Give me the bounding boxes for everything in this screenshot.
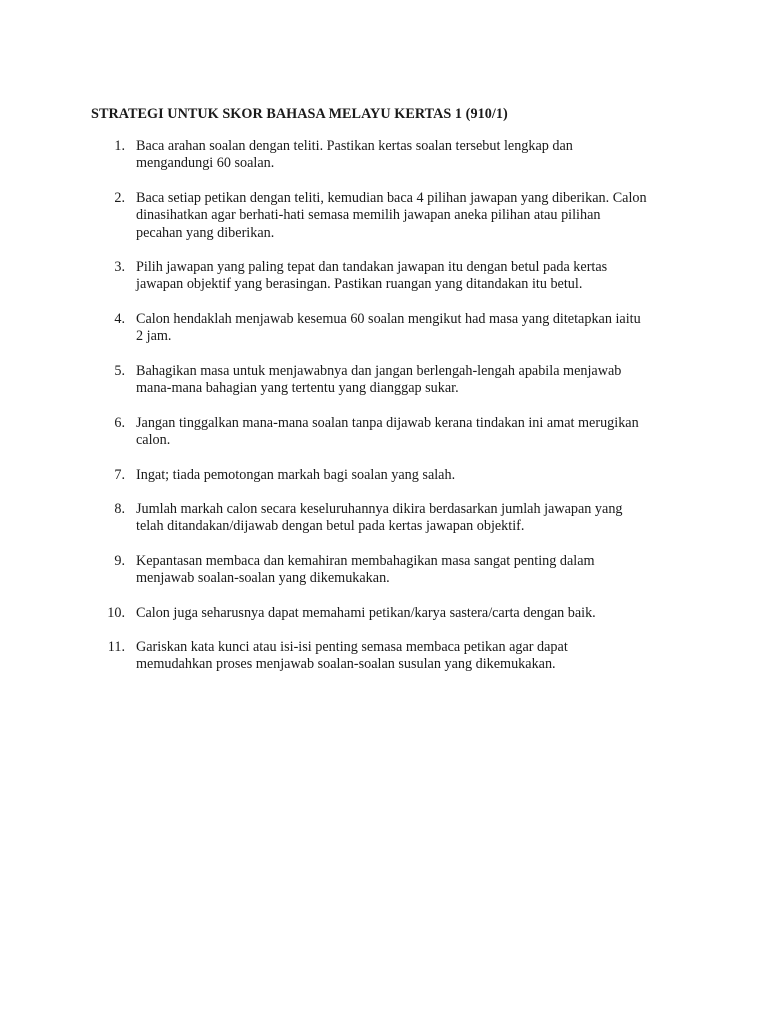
list-item-line: Kepantasan membaca dan kemahiran membahagikan masa sangat penting dalam [136, 553, 595, 569]
list-item-line: calon. [136, 432, 171, 449]
list-item-number: 9. [114, 553, 125, 569]
list-item-line: Jangan tinggalkan mana-mana soalan tanpa dijawab kerana tindakan ini amat merugikan [136, 415, 639, 431]
list-item-number: 3. [114, 259, 125, 275]
list-item-number: 4. [114, 311, 125, 327]
list-item-text [136, 639, 696, 674]
list-item-number: 6. [114, 415, 125, 431]
list-item-line: menjawab soalan-soalan yang dikemukakan. [136, 570, 390, 587]
list-item-text [136, 553, 696, 588]
list-item-number: 11. [107, 639, 125, 655]
list-item-text [136, 467, 696, 484]
list-item-line: Calon hendaklah menjawab kesemua 60 soalan mengikut had masa yang ditetapkan iaitu [136, 311, 641, 327]
list-item-line: memudahkan proses menjawab soalan-soalan susulan yang dikemukakan. [136, 656, 556, 673]
list-item-line: Calon juga seharusnya dapat memahami petikan/karya sastera/carta dengan baik. [136, 605, 596, 621]
list-item-text [136, 605, 696, 622]
list-item-line: Ingat; tiada pemotongan markah bagi soalan yang salah. [136, 467, 456, 483]
list-item-line: Baca arahan soalan dengan teliti. Pastikan kertas soalan tersebut lengkap dan [136, 138, 573, 154]
list-item-text [136, 501, 696, 536]
list-item-line: mengandungi 60 soalan. [136, 155, 275, 172]
list-item-line: Pilih jawapan yang paling tepat dan tandakan jawapan itu dengan betul pada kertas [136, 259, 608, 275]
list-item-line: jawapan objektif yang berasingan. Pastikan ruangan yang ditandakan itu betul. [136, 276, 583, 293]
list-item-number: 5. [114, 363, 125, 379]
list-item-line: telah ditandakan/dijawab dengan betul pada kertas jawapan objektif. [136, 518, 525, 535]
list-item-text [136, 311, 696, 346]
list-item-number: 2. [114, 190, 125, 206]
list-item-number: 1. [114, 138, 125, 154]
list-item-line: mana-mana bahagian yang tertentu yang dianggap sukar. [136, 380, 459, 397]
list-item-number: 10. [107, 605, 125, 621]
list-item-text [136, 259, 696, 294]
list-item-line: Jumlah markah calon secara keseluruhannya dikira berdasarkan jumlah jawapan yang [136, 501, 623, 517]
list-item-text [136, 138, 696, 173]
list-item-line: Bahagikan masa untuk menjawabnya dan jangan berlengah-lengah apabila menjawab [136, 363, 622, 379]
list-item-line: Baca setiap petikan dengan teliti, kemudian baca 4 pilihan jawapan yang diberikan. Calon [136, 190, 647, 206]
list-item-number: 8. [114, 501, 125, 517]
list-item-text [136, 363, 696, 398]
list-item-text [136, 415, 696, 450]
list-item-line: Gariskan kata kunci atau isi-isi penting semasa membaca petikan agar dapat [136, 639, 568, 655]
list-item-text [136, 190, 696, 242]
list-item-line: dinasihatkan agar berhati-hati semasa memilih jawapan aneka pilihan atau pilihan [136, 207, 601, 224]
list-item-line: pecahan yang diberikan. [136, 224, 275, 241]
list-item-line: 2 jam. [136, 328, 172, 345]
document-title: STRATEGI UNTUK SKOR BAHASA MELAYU KERTAS 1 (910/1) [91, 106, 508, 122]
list-item-number: 7. [114, 467, 125, 483]
